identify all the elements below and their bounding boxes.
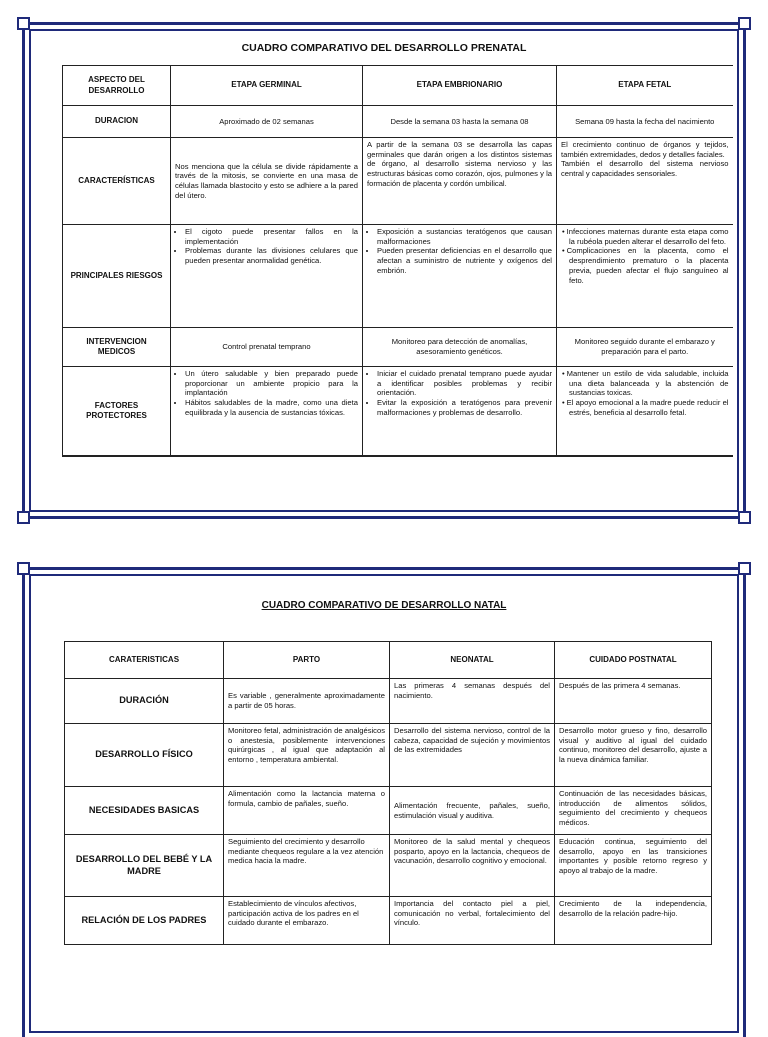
list-item: • Infecciones maternas durante esta etapa como la rubéola pueden alterar el desarrollo del feto.: [569, 227, 729, 246]
natal-title: CUADRO COMPARATIVO DE DESARROLLO NATAL: [261, 600, 507, 611]
list-item: • Iniciar el cuidado prenatal temprano puede ayudar a identificar posibles problemas y recibir orientación.: [377, 369, 552, 398]
table-row: [65, 897, 712, 945]
table-cell: Alimentación frecuente, pañales, sueño, estimulación visual y auditiva.: [390, 787, 555, 835]
table-cell: Control prenatal temprano: [171, 328, 363, 367]
table-cell: Después de las primera 4 semanas.: [555, 679, 712, 724]
list-item: • Exposición a sustancias teratógenos que causan malformaciones: [377, 227, 552, 246]
list-item: • Un útero saludable y bien preparado puede proporcionar un ambiente propicio para la implantación: [185, 369, 358, 398]
column-header: CARATERISTICAS: [65, 642, 224, 679]
table-cell: [557, 367, 733, 456]
table-cell: [557, 138, 733, 225]
table-row: [63, 367, 733, 456]
list-item: • Mantener un estilo de vida saludable, incluida una dieta balanceada y la abstención de sustancias toxicas.: [569, 369, 729, 398]
list-item: • Complicaciones en la placenta, como el desprendimiento prematuro o la placenta previa, pueden afectar el flujo sanguíneo al feto.: [569, 246, 729, 285]
cell-paragraph: El crecimiento continuo de órganos y tejidos, también extremidades, dedos y detalles faciales.: [561, 140, 729, 159]
prenatal-page: [22, 22, 746, 519]
column-header: NEONATAL: [390, 642, 555, 679]
column-header: ETAPA EMBRIONARIO: [363, 66, 557, 106]
table-cell: [363, 367, 557, 456]
row-header: DESARROLLO FÍSICO: [65, 724, 224, 787]
table-cell: Monitoreo fetal, administración de analgésicos o anestesia, posiblemente intervenciones quirúrgicas , al igual que adaptación al entorno , temperatura ambiental.: [224, 724, 390, 787]
column-header: ASPECTO DEL DESARROLLO: [63, 66, 171, 106]
table-cell: Alimentación como la lactancia materna o formula, cambio de pañales, sueño.: [224, 787, 390, 835]
table-cell: Monitoreo seguido durante el embarazo y preparación para el parto.: [557, 328, 733, 367]
table-cell: Desarrollo del sistema nervioso, control de la cabeza, capacidad de sujeción y movimientos de las extremidades: [390, 724, 555, 787]
table-cell: [171, 367, 363, 456]
table-cell: Las primeras 4 semanas después del nacimiento.: [390, 679, 555, 724]
table-row: [63, 138, 733, 225]
row-header: PRINCIPALES RIESGOS: [63, 225, 171, 328]
table-cell: Nos menciona que la célula se divide rápidamente a través de la mitosis, se convierte en una masa de células llamada blastocito y esto se adhiere a la pared del útero.: [171, 138, 363, 225]
frame-corner-ornament: [738, 17, 751, 30]
table-cell: [363, 225, 557, 328]
table-row: [65, 724, 712, 787]
frame-corner-ornament: [738, 511, 751, 524]
prenatal-table: [62, 65, 733, 457]
table-cell: A partir de la semana 03 se desarrolla las capas germinales que darán origen a los distintos sistemas de órgano, al desarrollo sistema nervioso y las estructuras básicas como corazón, ojos, pulmones y la formación de placenta y cordón umbilical.: [363, 138, 557, 225]
row-header: NECESIDADES BASICAS: [65, 787, 224, 835]
list-item: • Problemas durante las divisiones celulares que pueden presentar anormalidad genética.: [185, 246, 358, 265]
row-header: CARACTERÍSTICAS: [63, 138, 171, 225]
table-row: [65, 835, 712, 897]
column-header: PARTO: [224, 642, 390, 679]
frame-corner-ornament: [17, 511, 30, 524]
column-header: ETAPA GERMINAL: [171, 66, 363, 106]
prenatal-title: CUADRO COMPARATIVO DEL DESARROLLO PRENATAL: [241, 42, 527, 54]
table-cell: Continuación de las necesidades básicas, introducción de alimentos sólidos, seguimiento del crecimiento y chequeos médicos.: [555, 787, 712, 835]
cell-paragraph: También el desarrollo del sistema nervioso central y capacidades sensoriales.: [561, 159, 729, 179]
frame-corner-ornament: [738, 562, 751, 575]
table-cell: Monitoreo para detección de anomalías, asesoramiento genéticos.: [363, 328, 557, 367]
table-header-row: [63, 66, 733, 106]
table-row: [63, 106, 733, 138]
table-cell: Semana 09 hasta la fecha del nacimiento: [557, 106, 733, 138]
table-cell: Es variable , generalmente aproximadamente a partir de 05 horas.: [224, 679, 390, 724]
list-item: • Evitar la exposición a teratógenos para prevenir malformaciones y problemas de desarrollo.: [377, 398, 552, 417]
table-row: [63, 328, 733, 367]
table-header-row: [65, 642, 712, 679]
table-cell: Desarrollo motor grueso y fino, desarrollo visual y auditivo al igual del cuidado continuo, monitoreo del desarrollo, ajuste a la nueva dinámica familiar.: [555, 724, 712, 787]
table-cell: [171, 225, 363, 328]
table-cell: Aproximado de 02 semanas: [171, 106, 363, 138]
table-row: [65, 679, 712, 724]
row-header: DURACION: [63, 106, 171, 138]
table-cell: Importancia del contacto piel a piel, comunicación no verbal, fortalecimiento del vínculo.: [390, 897, 555, 945]
list-item: • Pueden presentar deficiencias en el desarrollo que afectan a suministro de nutriente y oxígenos del embrión.: [377, 246, 552, 275]
table-row: [65, 787, 712, 835]
column-header: CUIDADO POSTNATAL: [555, 642, 712, 679]
row-header: FACTORES PROTECTORES: [63, 367, 171, 456]
list-item: • El apoyo emocional a la madre puede reducir el estrés, beneficia al desarrollo fetal.: [569, 398, 729, 417]
frame-corner-ornament: [17, 17, 30, 30]
row-header: DURACIÓN: [65, 679, 224, 724]
table-cell: Desde la semana 03 hasta la semana 08: [363, 106, 557, 138]
table-row: [63, 225, 733, 328]
row-header: INTERVENCION MEDICOS: [63, 328, 171, 367]
list-item: • Hábitos saludables de la madre, como una dieta equilibrada y la ausencia de sustancias tóxicas.: [185, 398, 358, 417]
table-cell: Crecimiento de la independencia, desarrollo de la relación padre-hijo.: [555, 897, 712, 945]
table-cell: Monitoreo de la salud mental y chequeos posparto, apoyo en la lactancia, chequeos de vacunación, desarrollo cognitivo y emocional.: [390, 835, 555, 897]
frame-corner-ornament: [17, 562, 30, 575]
row-header: RELACIÓN DE LOS PADRES: [65, 897, 224, 945]
natal-page: [22, 567, 746, 1037]
list-item: • El cigoto puede presentar fallos en la implementación: [185, 227, 358, 246]
table-cell: Seguimiento del crecimiento y desarrollo mediante chequeos regulare a la vez atención medica hacia la madre.: [224, 835, 390, 897]
row-header: DESARROLLO DEL BEBÉ Y LA MADRE: [65, 835, 224, 897]
natal-table: [64, 641, 712, 945]
table-cell: Establecimiento de vínculos afectivos, participación activa de los padres en el cuidado durante el embarazo.: [224, 897, 390, 945]
column-header: ETAPA FETAL: [557, 66, 733, 106]
table-cell: [557, 225, 733, 328]
table-cell: Educación continua, seguimiento del desarrollo, apoyo en las transiciones importantes y posible retorno regreso y apoyo al trabajo de la madre.: [555, 835, 712, 897]
